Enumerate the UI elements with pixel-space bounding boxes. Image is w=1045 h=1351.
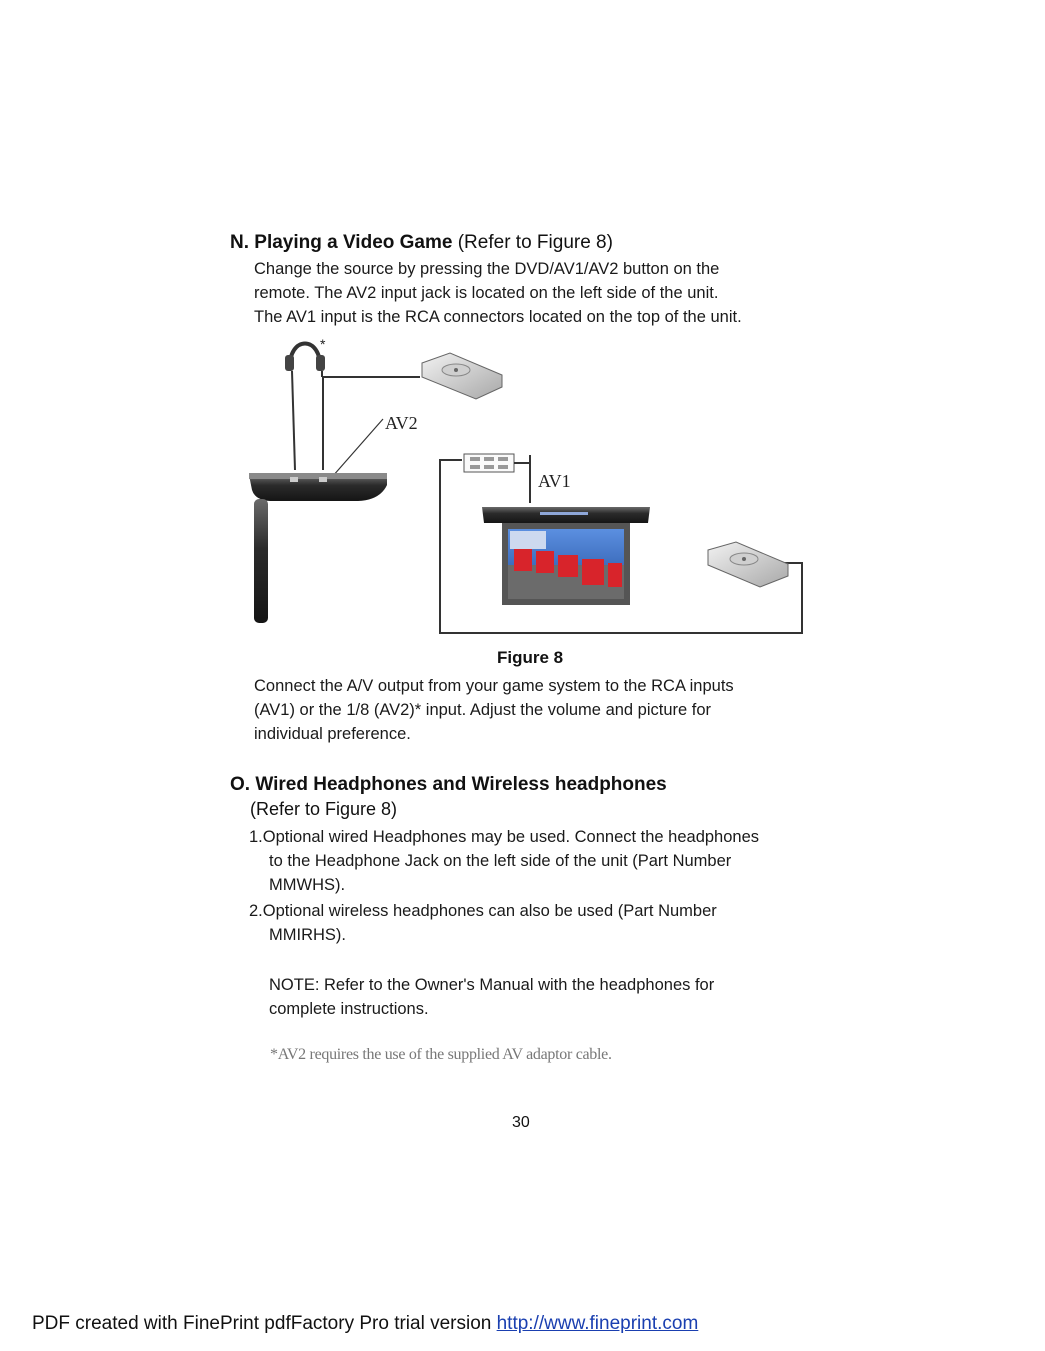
text-line: 1.Optional wired Headphones may be used. Connect the headphones (249, 828, 760, 846)
text-line: to the Headphone Jack on the left side of the unit (Part Number (269, 852, 732, 870)
footnote: *AV2 requires the use of the supplied AV adaptor cable. (270, 1046, 612, 1063)
section-n-body (254, 257, 824, 329)
section-n-heading (230, 232, 613, 254)
fineprint-link[interactable]: http://www.fineprint.com (496, 1313, 699, 1334)
game-console-icon (708, 542, 788, 587)
figure-8-diagram (240, 325, 820, 645)
pdf-footer (32, 1313, 698, 1335)
headphone-cable (292, 371, 295, 470)
overhead-monitor-side-icon (249, 473, 387, 623)
game-console-icon (422, 353, 502, 399)
section-n-title: N. Playing a Video Game (230, 232, 453, 253)
section-n-ref: (Refer to Figure 8) (452, 232, 613, 253)
text-line: MMIRHS). (269, 926, 346, 944)
text-line: Change the source by pressing the DVD/AV1/AV2 button on the (254, 260, 720, 278)
page-number: 30 (512, 1114, 530, 1131)
note-block (269, 973, 829, 1021)
text-line: remote. The AV2 input jack is located on the left side of the unit. (254, 284, 719, 302)
av1-label: AV1 (538, 471, 571, 491)
list-item (249, 825, 824, 897)
list-item (249, 899, 824, 947)
asterisk-mark: * (320, 336, 326, 352)
text-line: MMWHS). (269, 876, 346, 894)
overhead-monitor-front-icon (482, 507, 650, 605)
text-line: complete instructions. (269, 1000, 429, 1018)
headphones-icon (285, 344, 325, 372)
text-line: individual preference. (254, 725, 411, 743)
rca-connectors-icon (464, 454, 530, 503)
text-line: 2.Optional wireless headphones can also be used (Part Number (249, 902, 717, 920)
footer-text: PDF created with FinePrint pdfFactory Pro trial version (32, 1313, 497, 1334)
av2-label: AV2 (385, 413, 418, 433)
section-o-title: O. Wired Headphones and Wireless headphones (230, 774, 667, 795)
text-line: (AV1) or the 1/8 (AV2)* input. Adjust the volume and picture for (254, 701, 712, 719)
text-line: The AV1 input is the RCA connectors located on the top of the unit. (254, 308, 742, 326)
section-o-ref: (Refer to Figure 8) (250, 799, 398, 819)
figure-caption: Figure 8 (497, 648, 564, 667)
text-line: NOTE: Refer to the Owner's Manual with the headphones for (269, 976, 715, 994)
figure-description (254, 674, 824, 746)
text-line: Connect the A/V output from your game system to the RCA inputs (254, 677, 734, 695)
